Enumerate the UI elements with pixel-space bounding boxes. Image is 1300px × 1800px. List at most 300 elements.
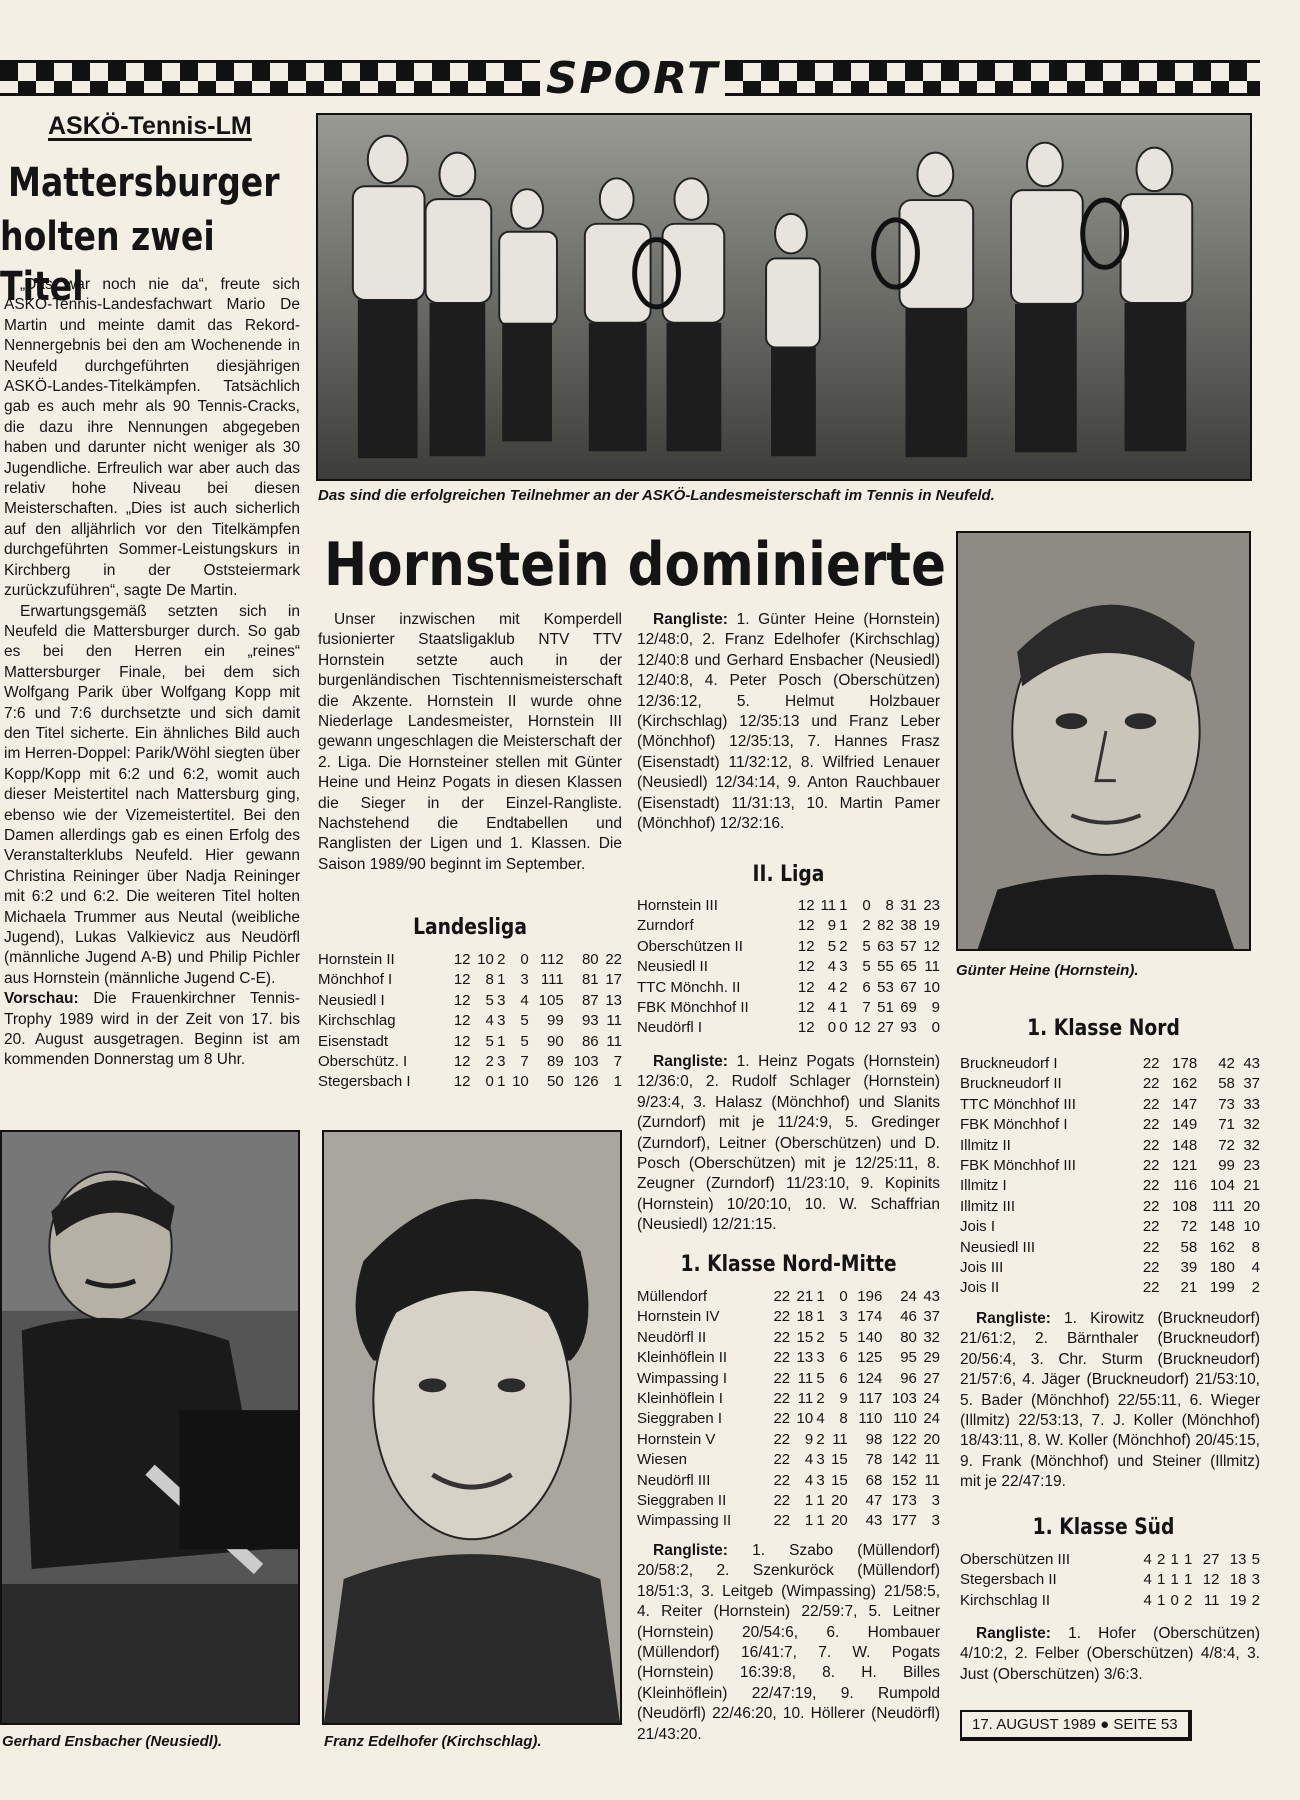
ensbacher-photo xyxy=(0,1130,300,1725)
liga2-value-cell: 63 xyxy=(877,937,894,955)
landesliga-value-cell: 12 xyxy=(453,1053,471,1071)
nordmitte-value-cell: 37 xyxy=(923,1308,940,1326)
edelhofer-photo xyxy=(322,1130,622,1725)
liga2-value-cell: 12 xyxy=(797,897,815,914)
nord-value-cell: 71 xyxy=(1218,1116,1235,1134)
sued-team-cell: Kirchschlag II xyxy=(960,1591,1051,1609)
landesliga-value-cell: 103 xyxy=(573,1053,599,1071)
nord-team-cell: Neusiedl III xyxy=(960,1238,1036,1256)
nordmitte-team-cell: Hornstein IV xyxy=(637,1308,720,1326)
sued-value-cell: 4 xyxy=(1143,1551,1152,1568)
landesliga-value-cell: 112 xyxy=(539,951,564,968)
nordmitte-value-cell: 15 xyxy=(831,1451,848,1469)
liga2-value-cell: 10 xyxy=(923,978,940,996)
nordmitte-value-cell: 20 xyxy=(923,1430,940,1448)
landesliga-value-cell: 5 xyxy=(520,1012,529,1030)
liga2-value-cell: 12 xyxy=(797,937,815,955)
landesliga-team-cell: Hornstein II xyxy=(318,951,395,968)
nord-value-cell: 23 xyxy=(1243,1157,1260,1175)
nordmitte-value-cell: 22 xyxy=(773,1430,791,1448)
nord-value-cell: 147 xyxy=(1172,1095,1198,1113)
nord-value-cell: 22 xyxy=(1142,1055,1160,1072)
liga2-value-cell: 69 xyxy=(900,999,917,1017)
liga2-value-cell: 38 xyxy=(900,917,917,935)
liga2-row xyxy=(637,937,940,957)
tennis-article-body xyxy=(4,275,300,1071)
nordmitte-value-cell: 13 xyxy=(796,1349,814,1367)
nord-value-cell: 178 xyxy=(1172,1055,1198,1072)
liga2-value-cell: 0 xyxy=(862,897,871,914)
nordmitte-value-cell: 18 xyxy=(796,1308,814,1326)
nordmitte-value-cell: 15 xyxy=(831,1471,848,1489)
nord-value-cell: 58 xyxy=(1218,1075,1235,1093)
nordmitte-value-cell: 11 xyxy=(797,1369,814,1387)
landesliga-value-cell: 80 xyxy=(581,951,599,968)
nordmitte-row xyxy=(637,1409,940,1429)
landesliga-value-cell: 3 xyxy=(497,991,506,1009)
landesliga-value-cell: 10 xyxy=(477,951,494,968)
nord-value-cell: 20 xyxy=(1243,1197,1260,1215)
liga2-value-cell: 67 xyxy=(900,978,917,996)
liga2-value-cell: 12 xyxy=(797,917,815,935)
nord-value-cell: 99 xyxy=(1218,1157,1235,1175)
landesliga-value-cell: 13 xyxy=(605,991,622,1009)
nordmitte-value-cell: 1 xyxy=(804,1512,814,1530)
sued-value-cell: 12 xyxy=(1202,1571,1220,1589)
nordmitte-value-cell: 96 xyxy=(900,1369,917,1387)
nordmitte-value-cell: 2 xyxy=(816,1390,825,1408)
nordmitte-row xyxy=(637,1287,940,1307)
landesliga-team-cell: Oberschütz. I xyxy=(318,1053,408,1071)
landesliga-value-cell: 111 xyxy=(540,971,564,989)
nord-value-cell: 32 xyxy=(1243,1116,1260,1134)
nordmitte-rangliste-label: Rangliste: xyxy=(653,1542,728,1559)
nordmitte-value-cell: 2 xyxy=(816,1430,825,1448)
nord-value-cell: 149 xyxy=(1172,1116,1198,1134)
nord-value-cell: 162 xyxy=(1209,1238,1235,1256)
nordmitte-value-cell: 95 xyxy=(900,1349,917,1367)
liga2-value-cell: 4 xyxy=(827,958,837,976)
nordmitte-value-cell: 47 xyxy=(865,1492,883,1510)
nord-value-cell: 148 xyxy=(1172,1136,1198,1154)
nordmitte-team-cell: Wiesen xyxy=(637,1451,688,1469)
nordmitte-row xyxy=(637,1389,940,1409)
nord-value-cell: 22 xyxy=(1142,1238,1160,1256)
nord-row xyxy=(960,1217,1260,1237)
nord-row xyxy=(960,1278,1260,1298)
landesliga-value-cell: 5 xyxy=(485,1032,494,1050)
nordmitte-team-cell: Sieggraben II xyxy=(637,1492,727,1510)
liga2-value-cell: 4 xyxy=(827,978,837,996)
nordmitte-value-cell: 196 xyxy=(857,1288,883,1305)
tennis-headline-line2: holten zwei Titel xyxy=(0,214,215,310)
nordmitte-value-cell: 5 xyxy=(816,1369,825,1387)
nordmitte-value-cell: 0 xyxy=(839,1288,848,1305)
liga2-team-cell: TTC Mönchh. II xyxy=(637,978,741,996)
nordmitte-value-cell: 4 xyxy=(804,1451,814,1469)
nordmitte-value-cell: 46 xyxy=(900,1308,917,1326)
header-checker-right xyxy=(725,60,1260,96)
nord-value-cell: 22 xyxy=(1142,1157,1160,1175)
liga2-value-cell: 12 xyxy=(797,978,815,996)
landesliga-value-cell: 4 xyxy=(485,1012,494,1030)
landesliga-row xyxy=(318,1052,622,1072)
landesliga-value-cell: 1 xyxy=(497,971,506,989)
nord-team-cell: Jois II xyxy=(960,1279,1000,1297)
nordmitte-value-cell: 3 xyxy=(816,1451,825,1469)
tennis-paragraph-2: Erwartungsgemäß setzten sich in Neufeld die Mattersburger durch. So gab es bei den Herren ein „reines“ Mattersburger Finale, bei dem sich Wolfgang Parik über Wolfgang Kopp mit 7:6 und 7:6 durchsetzte und sich damit den Titel sicherte. Ein ähnliches Bild auch im Herren-Doppel: Parik/Wöhl siegten über Kopp/Kopp mit 6:2 und 6:2, womit auch dieser Meistertitel nach Mattersburg ging, ebenso wie der Vizemeistertitel. Bei den Damen allerdings gab es einen Erfolg des Veranstalterklubs Neufeld. Hier gewann Christina Reininger über Nadja Reininger mit 6:2 und 6:2. Die weiteren Titel holten Michaela Trummer aus Neutal (weibliche Jugend), Lukas Valkievicz aus Neudörfl (männliche Jugend A-B) und Philip Pichler aus Hornstein (männliche Jugend C-E). xyxy=(4,602,300,987)
nordmitte-value-cell: 103 xyxy=(891,1390,917,1408)
nordmitte-value-cell: 4 xyxy=(804,1471,814,1489)
nordmitte-row xyxy=(637,1511,940,1531)
liga2-team-cell: Neusiedl II xyxy=(637,958,708,976)
nordmitte-value-cell: 9 xyxy=(804,1430,814,1448)
nordmitte-value-cell: 15 xyxy=(796,1328,814,1346)
nordmitte-value-cell: 22 xyxy=(773,1471,791,1489)
nord-value-cell: 21 xyxy=(1243,1177,1260,1195)
tennis-preview xyxy=(4,989,300,1071)
landesliga-rangliste-text: 1. Günter Heine (Hornstein) 12/48:0, 2. Franz Edelhofer (Kirchschlag) 12/40:8 und Gerhard Ensbacher (Neusiedl) 12/40:8, 4. Peter Posch (Oberschützen) 12/36:12, 5. Helmut Holzbauer (Kirchschlag) 12/35:13 und Franz Leber (Mönchhof) 12/35:13, 7. Hannes Frasz (Eisenstadt) 11/32:12, 8. Wilfried Lenauer (Neusiedl) 12/34:14, 9. Anton Rauchbauer (Eisenstadt) 11/31:13, 10. Martin Pamer (Mönchhof) 12/32:16. xyxy=(637,611,940,833)
nord-row xyxy=(960,1054,1260,1074)
liga2-value-cell: 0 xyxy=(827,1019,837,1037)
nord-value-cell: 121 xyxy=(1172,1157,1198,1175)
nord-team-cell: Illmitz I xyxy=(960,1177,1007,1195)
nord-team-cell: Jois I xyxy=(960,1218,996,1236)
sued-value-cell: 19 xyxy=(1229,1591,1247,1609)
nordmitte-value-cell: 3 xyxy=(931,1512,940,1530)
nord-value-cell: 37 xyxy=(1243,1075,1260,1093)
nord-value-cell: 4 xyxy=(1251,1259,1260,1277)
nordmitte-team-cell: Sieggraben I xyxy=(637,1410,723,1428)
liga2-value-cell: 7 xyxy=(862,999,871,1017)
sued-value-cell: 2 xyxy=(1251,1591,1260,1609)
nord-rangliste-label: Rangliste: xyxy=(976,1310,1051,1327)
nordmitte-value-cell: 10 xyxy=(796,1410,814,1428)
liga2-team-cell: FBK Mönchhof II xyxy=(637,999,749,1017)
landesliga-value-cell: 3 xyxy=(497,1053,506,1071)
nordmitte-value-cell: 125 xyxy=(857,1349,883,1367)
section-title: SPORT xyxy=(545,53,720,104)
liga2-rangliste-label: Rangliste: xyxy=(653,1053,728,1070)
sued-value-cell: 1 xyxy=(1157,1591,1166,1609)
nordmitte-value-cell: 152 xyxy=(891,1471,917,1489)
landesliga-table xyxy=(318,950,622,1093)
nordmitte-value-cell: 6 xyxy=(839,1369,848,1387)
nord-rangliste-text: 1. Kirowitz (Bruckneudorf) 21/61:2, 2. Bärnthaler (Bruckneudorf) 20/56:4, 3. Chr. Sturm (Bruckneudorf) 21/57:6, 4. Jäger (Bruckneudorf) 21/53:10, 5. Bader (Mönchhof) 22/55:11, 6. Wieger (Illmitz) 22/53:13, 7. J. Koller (Mönchhof) 18/43:11, 8. W. Koller (Mönchhof) 20/45:15, 9. Frank (Mönchhof) und Steiner (Illmitz) mit je 22/47:19. xyxy=(960,1310,1260,1491)
nordmitte-value-cell: 177 xyxy=(891,1512,917,1530)
nord-title: 1. Klasse Nord xyxy=(1027,1016,1180,1041)
nordmitte-value-cell: 2 xyxy=(816,1328,825,1346)
nordmitte-value-cell: 24 xyxy=(923,1390,940,1408)
nordmitte-value-cell: 142 xyxy=(891,1451,917,1469)
liga2-value-cell: 9 xyxy=(931,999,940,1017)
nordmitte-value-cell: 78 xyxy=(865,1451,883,1469)
sued-row xyxy=(960,1550,1260,1570)
liga2-rangliste xyxy=(637,1052,940,1236)
landesliga-row xyxy=(318,1072,622,1092)
landesliga-value-cell: 0 xyxy=(485,1073,494,1091)
nord-value-cell: 22 xyxy=(1142,1218,1160,1236)
liga2-value-cell: 4 xyxy=(827,999,837,1017)
landesliga-team-cell: Stegersbach I xyxy=(318,1073,411,1091)
landesliga-value-cell: 126 xyxy=(573,1073,599,1091)
liga2-value-cell: 2 xyxy=(862,917,871,935)
landesliga-value-cell: 2 xyxy=(497,951,506,968)
nordmitte-value-cell: 22 xyxy=(773,1349,791,1367)
sued-team-cell: Stegersbach II xyxy=(960,1571,1057,1589)
liga2-rangliste-text: 1. Heinz Pogats (Hornstein) 12/36:0, 2. Rudolf Schlager (Hornstein) 9/23:4, 3. Halasz (Mönchhof) und Slanits (Zurndorf) mit je 11/24:9, 5. Gredinger (Zurndorf), Leitner (Oberschützen) und D. Posch (Oberschützen) mit je 12/25:11, 8. Zeugner (Zurndorf) 11/23:10, 9. Kopinits (Hornstein) 10/20:10, 10. W. Schaffrian (Neusiedl) 12/21:15. xyxy=(637,1053,940,1234)
sued-standings xyxy=(960,1550,1260,1611)
liga2-value-cell: 53 xyxy=(877,978,894,996)
liga2-value-cell: 82 xyxy=(877,917,894,935)
landesliga-value-cell: 81 xyxy=(581,971,599,989)
nordmitte-value-cell: 3 xyxy=(816,1349,825,1367)
nordmitte-value-cell: 20 xyxy=(831,1512,848,1530)
nordmitte-value-cell: 43 xyxy=(865,1512,883,1530)
landesliga-value-cell: 1 xyxy=(613,1073,622,1091)
liga2-value-cell: 2 xyxy=(839,937,848,955)
nordmitte-value-cell: 11 xyxy=(832,1430,848,1448)
nordmitte-value-cell: 20 xyxy=(831,1492,848,1510)
liga2-value-cell: 3 xyxy=(839,958,848,976)
sued-value-cell: 3 xyxy=(1251,1571,1260,1589)
landesliga-value-cell: 12 xyxy=(453,1012,471,1030)
nord-row xyxy=(960,1238,1260,1258)
nord-rangliste xyxy=(960,1309,1260,1493)
nordmitte-row xyxy=(637,1471,940,1491)
nordmitte-value-cell: 1 xyxy=(804,1492,814,1510)
sued-value-cell: 11 xyxy=(1203,1591,1220,1609)
nord-value-cell: 72 xyxy=(1180,1218,1198,1236)
landesliga-title: Landesliga xyxy=(413,915,527,940)
nordmitte-value-cell: 22 xyxy=(773,1308,791,1326)
nord-team-cell: Bruckneudorf I xyxy=(960,1055,1058,1072)
landesliga-value-cell: 105 xyxy=(538,991,564,1009)
nordmitte-value-cell: 173 xyxy=(891,1492,917,1510)
landesliga-team-cell: Kirchschlag xyxy=(318,1012,396,1030)
liga2-row xyxy=(637,998,940,1018)
sued-value-cell: 5 xyxy=(1251,1551,1260,1568)
landesliga-value-cell: 90 xyxy=(547,1032,564,1050)
page-dateline: 17. AUGUST 1989 ● SEITE 53 xyxy=(960,1710,1192,1741)
liga2-value-cell: 2 xyxy=(839,978,848,996)
nordmitte-value-cell: 3 xyxy=(839,1308,848,1326)
nordmitte-value-cell: 117 xyxy=(858,1390,883,1408)
nordmitte-rangliste xyxy=(637,1541,940,1745)
nordmitte-team-cell: Kleinhöflein II xyxy=(637,1349,728,1367)
landesliga-value-cell: 5 xyxy=(485,991,494,1009)
landesliga-row xyxy=(318,970,622,990)
landesliga-team-cell: Eisenstadt xyxy=(318,1032,389,1050)
liga2-value-cell: 8 xyxy=(885,897,894,914)
nordmitte-team-cell: Neudörfl II xyxy=(637,1328,707,1346)
nord-standings xyxy=(960,1054,1260,1299)
nord-value-cell: 10 xyxy=(1243,1218,1260,1236)
nord-value-cell: 148 xyxy=(1209,1218,1235,1236)
liga2-value-cell: 5 xyxy=(862,937,871,955)
nordmitte-value-cell: 1 xyxy=(816,1512,825,1530)
ensbacher-caption: Gerhard Ensbacher (Neusiedl). xyxy=(2,1733,223,1750)
nordmitte-value-cell: 68 xyxy=(865,1471,883,1489)
liga2-team-cell: Neudörfl I xyxy=(637,1019,703,1037)
nord-row xyxy=(960,1156,1260,1176)
liga2-value-cell: 57 xyxy=(900,937,917,955)
liga2-value-cell: 12 xyxy=(797,999,815,1017)
nordmitte-team-cell: Neudörfl III xyxy=(637,1471,711,1489)
sued-team-cell: Oberschützen III xyxy=(960,1551,1071,1568)
tabletennis-intro: Unser inzwischen mit Komperdell fusionierter Staatsligaklub NTV TTV Hornstein setzte auch in der burgenländischen Tischtennismeisterschaft die Akzente. Hornstein II wurde ohne Niederlage Landesmeister, Hornstein III gewann ungeschlagen die Meisterschaft der 2. Liga. Die Hornsteiner stellen mit Günter Heine und Heinz Pogats in diesen Klassen die Sieger in der Einzel-Rangliste. Nachstehend die Endtabellen und Ranglisten der Ligen und 1. Klassen. Die Saison 1989/90 beginnt im September. xyxy=(318,611,622,873)
landesliga-standings xyxy=(318,950,622,1093)
header-checker-left xyxy=(0,60,540,96)
liga2-row xyxy=(637,916,940,936)
liga2-value-cell: 1 xyxy=(839,897,848,914)
nordmitte-value-cell: 6 xyxy=(839,1349,848,1367)
nordmitte-standings xyxy=(637,1287,940,1532)
nordmitte-value-cell: 1 xyxy=(816,1308,825,1326)
liga2-team-cell: Hornstein III xyxy=(637,897,718,914)
liga2-value-cell: 23 xyxy=(923,897,940,914)
sued-value-cell: 1 xyxy=(1184,1571,1193,1589)
liga2-value-cell: 11 xyxy=(820,897,837,914)
nordmitte-team-cell: Hornstein V xyxy=(637,1430,716,1448)
liga2-row xyxy=(637,1018,940,1038)
landesliga-value-cell: 0 xyxy=(520,951,529,968)
nordmitte-value-cell: 22 xyxy=(773,1410,791,1428)
nordmitte-value-cell: 1 xyxy=(816,1492,825,1510)
nordmitte-value-cell: 3 xyxy=(931,1492,940,1510)
nordmitte-value-cell: 22 xyxy=(773,1512,791,1530)
nord-row xyxy=(960,1258,1260,1278)
landesliga-value-cell: 5 xyxy=(520,1032,529,1050)
liga2-value-cell: 65 xyxy=(900,958,917,976)
tabletennis-headline: Hornstein dominierte xyxy=(324,530,946,600)
tennis-preview-text: Die Frauenkirchner Tennis-Trophy 1989 wird in der Zeit von 17. bis 20. August ausgetragen. Beginn ist am kommenden Donnerstag um 8 Uhr. xyxy=(4,990,300,1069)
nordmitte-value-cell: 98 xyxy=(865,1430,883,1448)
liga2-title: II. Liga xyxy=(752,862,825,887)
liga2-value-cell: 12 xyxy=(854,1019,871,1037)
tennis-photo-caption: Das sind die erfolgreichen Teilnehmer an der ASKÖ-Landesmeisterschaft im Tennis in Neufeld. xyxy=(318,487,995,504)
liga2-value-cell: 6 xyxy=(862,978,871,996)
landesliga-value-cell: 7 xyxy=(613,1053,622,1071)
sued-row xyxy=(960,1591,1260,1611)
landesliga-team-cell: Mönchhof I xyxy=(318,971,393,989)
landesliga-row xyxy=(318,950,622,970)
sued-value-cell: 1 xyxy=(1170,1551,1179,1568)
sued-value-cell: 4 xyxy=(1143,1571,1152,1589)
heine-caption: Günter Heine (Hornstein). xyxy=(956,962,1139,979)
sued-rangliste xyxy=(960,1624,1260,1685)
nord-value-cell: 116 xyxy=(1173,1177,1198,1195)
nordmitte-value-cell: 1 xyxy=(816,1288,825,1305)
landesliga-row xyxy=(318,1032,622,1052)
landesliga-value-cell: 17 xyxy=(605,971,622,989)
landesliga-value-cell: 11 xyxy=(606,1012,622,1030)
landesliga-value-cell: 93 xyxy=(581,1012,599,1030)
nordmitte-value-cell: 11 xyxy=(924,1471,940,1489)
nordmitte-value-cell: 22 xyxy=(773,1369,791,1387)
sued-value-cell: 0 xyxy=(1170,1591,1179,1609)
liga2-value-cell: 9 xyxy=(827,917,837,935)
nord-value-cell: 58 xyxy=(1180,1238,1198,1256)
liga2-value-cell: 5 xyxy=(862,958,871,976)
landesliga-value-cell: 8 xyxy=(485,971,494,989)
nordmitte-value-cell: 9 xyxy=(839,1390,848,1408)
liga2-value-cell: 51 xyxy=(877,999,894,1017)
liga2-value-cell: 19 xyxy=(923,917,940,935)
sued-value-cell: 1 xyxy=(1170,1571,1179,1589)
liga2-value-cell: 93 xyxy=(900,1019,917,1037)
liga2-row xyxy=(637,957,940,977)
nordmitte-team-cell: Kleinhöflein I xyxy=(637,1390,723,1408)
sued-value-cell: 4 xyxy=(1143,1591,1152,1609)
nord-value-cell: 22 xyxy=(1142,1279,1160,1297)
sued-value-cell: 2 xyxy=(1184,1591,1193,1609)
landesliga-value-cell: 1 xyxy=(497,1032,506,1050)
nord-value-cell: 2 xyxy=(1251,1279,1260,1297)
liga2-standings xyxy=(637,896,940,1039)
nord-value-cell: 33 xyxy=(1243,1095,1260,1113)
nordmitte-row xyxy=(637,1307,940,1327)
nordmitte-value-cell: 22 xyxy=(773,1288,791,1305)
nordmitte-team-cell: Müllendorf xyxy=(637,1288,708,1305)
nord-value-cell: 108 xyxy=(1172,1197,1198,1215)
nord-row xyxy=(960,1176,1260,1196)
sued-value-cell: 18 xyxy=(1229,1571,1247,1589)
landesliga-value-cell: 3 xyxy=(520,971,529,989)
sued-title: 1. Klasse Süd xyxy=(1032,1515,1175,1540)
nordmitte-row xyxy=(637,1491,940,1511)
liga2-value-cell: 12 xyxy=(923,937,940,955)
liga2-value-cell: 12 xyxy=(797,1019,815,1037)
landesliga-value-cell: 1 xyxy=(497,1073,506,1091)
nordmitte-value-cell: 174 xyxy=(857,1308,883,1326)
liga2-value-cell: 0 xyxy=(931,1019,940,1037)
liga2-value-cell: 11 xyxy=(924,958,940,976)
nord-value-cell: 22 xyxy=(1142,1095,1160,1113)
sued-value-cell: 27 xyxy=(1202,1551,1220,1568)
sued-value-cell: 2 xyxy=(1157,1551,1166,1568)
edelhofer-caption: Franz Edelhofer (Kirchschlag). xyxy=(324,1733,542,1750)
landesliga-row xyxy=(318,991,622,1011)
tennis-preview-label: Vorschau: xyxy=(4,990,79,1008)
landesliga-row xyxy=(318,1011,622,1031)
nordmitte-value-cell: 110 xyxy=(892,1410,917,1428)
nordmitte-value-cell: 29 xyxy=(923,1349,940,1367)
nordmitte-value-cell: 24 xyxy=(923,1410,940,1428)
nordmitte-value-cell: 4 xyxy=(816,1410,825,1428)
nord-row xyxy=(960,1095,1260,1115)
nordmitte-row xyxy=(637,1369,940,1389)
nord-value-cell: 22 xyxy=(1142,1259,1160,1277)
landesliga-value-cell: 99 xyxy=(547,1012,564,1030)
liga2-team-cell: Oberschützen II xyxy=(637,937,743,955)
nordmitte-value-cell: 110 xyxy=(858,1410,883,1428)
nordmitte-team-cell: Wimpassing II xyxy=(637,1512,732,1530)
tennis-kicker: ASKÖ-Tennis-LM xyxy=(48,112,252,140)
nord-team-cell: TTC Mönchhof III xyxy=(960,1095,1076,1113)
nordmitte-value-cell: 24 xyxy=(900,1288,917,1305)
landesliga-value-cell: 86 xyxy=(581,1032,599,1050)
sued-table xyxy=(960,1550,1260,1611)
liga2-team-cell: Zurndorf xyxy=(637,917,694,935)
nord-value-cell: 22 xyxy=(1142,1177,1160,1195)
nordmitte-row xyxy=(637,1328,940,1348)
nordmitte-value-cell: 22 xyxy=(773,1328,791,1346)
landesliga-value-cell: 12 xyxy=(453,971,471,989)
liga2-value-cell: 27 xyxy=(877,1019,894,1037)
nord-value-cell: 73 xyxy=(1218,1095,1235,1113)
landesliga-rangliste-label: Rangliste: xyxy=(653,611,728,628)
